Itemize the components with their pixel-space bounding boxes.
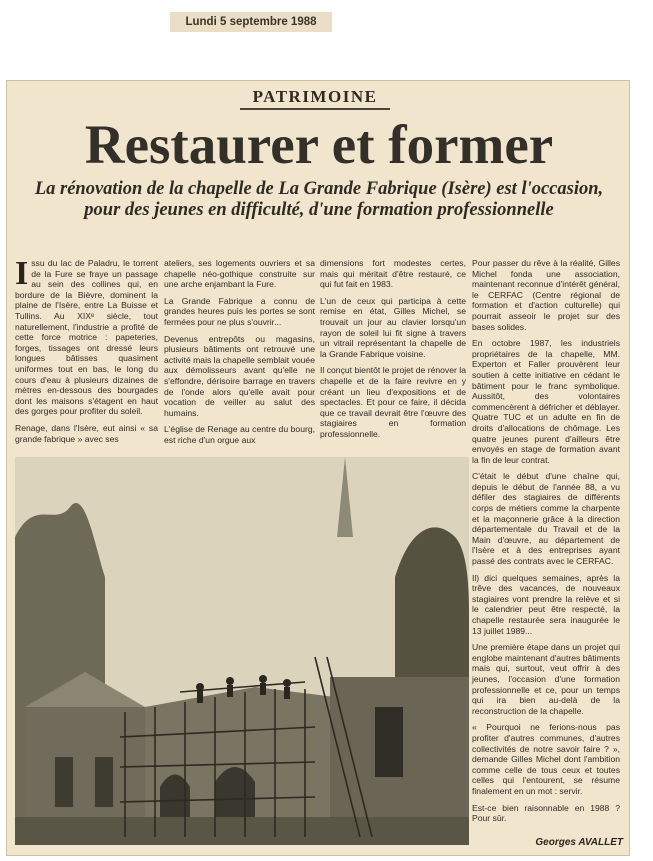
paragraph: Une première étape dans un projet qui englobe maintenant d'autres bâtiments mais qui, surtout, veut offrir à des jeunes, l'occasion d'une formation professionnelle et ce, pour un temps qui ira bien au-delà de la reconstruction de la chapelle.: [472, 642, 620, 716]
paragraph: La Grande Fabrique a connu de grandes heures puis les portes se sont fermées pour ne plus s'ouvrir...: [164, 295, 315, 327]
text-column-4: [472, 258, 620, 830]
date-label: Lundi 5 septembre 1988: [170, 12, 332, 32]
paragraph: Il conçut bientôt le projet de rénover la chapelle et de la faire revivre en y créant un lieu d'expositions et de spectacles. Et pour ce faire, il décida que ce travail devrait être l'œuvre des stagiaires en formation professionnelle.: [320, 365, 466, 439]
paragraph: ateliers, ses logements ouvriers et sa chapelle néo-gothique construite sur une arche enjambant la Fure.: [164, 258, 315, 290]
section-rubric: PATRIMOINE: [240, 87, 390, 110]
paragraph: Il) dici quelques semaines, après la trêve des vacances, de nouveaux stagiaires vont prendre la relève et si le calendrier peut être respecté, la chapelle restaurée sera inaugurée le 13 juillet 1989...: [472, 572, 620, 636]
paragraph: « Pourquoi ne ferions-nous pas profiter d'autres communes, d'autres collectivités de notre savoir faire ? », demande Gilles Michel dont l'ambition comme celle de tous ceux et toutes celles qui l'entourent, se résume finalement en un mot : servir.: [472, 722, 620, 796]
chapel-scaffolding-photo: [15, 457, 469, 845]
headline: Restaurer et former: [84, 114, 554, 175]
paragraph: C'était le début d'une chaîne qui, depuis le début de l'année 88, a vu défiler des stagiaires de différents corps de métiers comme la charpente et la maçonnerie grâce à la direction départementale du Travail et de la Main d'œuvre, au département de l'Isère et à des entreprises ayant passé des contrats avec le CERFAC.: [472, 471, 620, 567]
newspaper-clipping: [6, 80, 630, 856]
text-column-3: [320, 258, 466, 446]
paragraph: [15, 255, 158, 417]
paragraph: dimensions fort modestes certes, mais qui méritait d'être restauré, ce qui fut fait en 1983.: [320, 258, 466, 290]
paragraph: Renage, dans l'Isère, eut ainsi « sa grande fabrique » avec ses: [15, 422, 158, 444]
paragraph: En octobre 1987, les industriels propriétaires de la chapelle, MM. Experton et Faller prouvèrent leur soutien à cette initiative en cédant le bâtiment pour le franc symbolique. Aussitôt, des volontaires commencèrent à défricher et déblayer. Quatre TUC et un adulte en fin de droits d'allocations de chômage. Les quatre jeunes purent d'ailleurs être envoyés en stage de formation avant la fin de leur contrat.: [472, 338, 620, 465]
text-column-1: [15, 255, 158, 450]
paragraph: Est-ce bien raisonnable en 1988 ? Pour sûr.: [472, 802, 620, 824]
paragraph-text: ssu du lac de Paladru, le torrent de la Fure se fraye un passage au sein des collines qui, en bordure de la Bièvre, dominent la plaine de l'Isère, entre La Buisse et Tullins. Au XIXᵉ siècle, tout naturellement, l'industrie a profité de cette force motrice : papeteries, forges, tissages ont dressé leurs longues bâtisses quasiment uniformes tout en bas, le long du cours d'eau à plusieurs dizaines de mètres en-dessous des bourgades dont les maisons s'étagent en haut des gorges pour profiter du soleil.: [15, 258, 158, 417]
drop-cap: I: [15, 255, 29, 292]
standfirst: La rénovation de la chapelle de La Grande Fabrique (Isère) est l'occasion, pour des jeunes en difficulté, d'une formation professionnelle: [34, 179, 604, 220]
paragraph: L'église de Renage au centre du bourg, est riche d'un orgue aux: [164, 424, 315, 445]
byline: Georges AVALLET: [535, 837, 623, 848]
paragraph: Pour passer du rêve à la réalité, Gilles Michel fonda une association, maintenant reconnue d'intérêt général, le CERFAC (Centre régional de formation et d'action culturelle) qui pourrait asseoir le projet sur des bases solides.: [472, 258, 620, 332]
text-column-2: [164, 258, 315, 452]
paragraph: Devenus entrepôts ou magasins, plusieurs bâtiments ont retrouvé une activité mais la chapelle semblait vouée aux démolisseurs avant qu'elle ne s'effondre, dérisoire barrage en travers de l'onde alors qu'elle avait pour vocation de veiller au salut des humains.: [164, 333, 315, 418]
paragraph: L'un de ceux qui participa à cette remise en état, Gilles Michel, se trouvait un jour au clavier lorsqu'un rayon de soleil lui fit signe à travers un vitrail représentant la chapelle de la Grande Fabrique voisine.: [320, 295, 466, 359]
